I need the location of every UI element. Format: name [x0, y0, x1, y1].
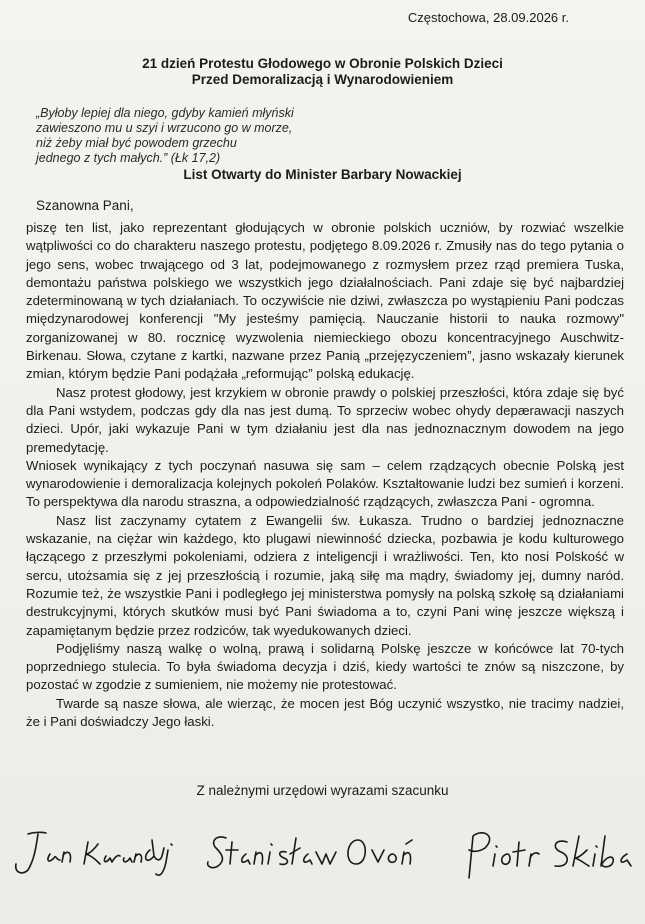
body-paragraph: piszę ten list, jako reprezentant głodujących w obronie polskich uczniów, by rozwiać wszelkie wątpliwości co do charakteru naszego protestu, podjętego 8.09.2026 r. Zmusiły nas do tego pytania o jego sens, wobec trwającego od 3 lat, podejmowanego z rozmysłem przez rząd premiera Tuska, demontażu państwa polskiego we wszystkich jego działalnościach. Pani zdaje się być najbardziej zdeterminowaną w tych działaniach. To oczywiście nie dziwi, zwłaszcza po wystąpieniu Pani podczas międzynarodowej konferencji "My jesteśmy pamięcią. Nauczanie historii to nauka rozmowy" zorganizowanej w 80. rocznicę wyzwolenia niemieckiego obozu koncentracyjnego Auschwitz-Birkenau. Słowa, czytane z kartki, nazwane przez Panią „przejęzyczeniem”, jasno wskazały kierunek zmian, którym będzie Pani podążała „reformując” polską edukację.: [26, 220, 624, 382]
letter-date: Częstochowa, 28.09.2026 r.: [407, 10, 569, 25]
body-paragraph: Wniosek wynikający z tych poczynań nasuwa się sam – celem rządzących obecnie Polską jest wynarodowienie i demoralizacja kolejnych pokoleń Polaków. Kształtowanie ludzi bez sumień i korzeni. To perspektywa dla narodu straszna, a odpowiedzialność rządzących, zwłaszcza Pani - ogromna.: [26, 457, 624, 510]
signature-1: [6, 820, 186, 890]
quote-line: jednego z tych małych.” (Łk 17,2): [36, 151, 221, 165]
salutation: Szanowna Pani,: [36, 198, 134, 213]
quote-line: niż żeby miał być powodem grzechu: [36, 136, 237, 150]
letter-body: [26, 219, 624, 731]
protest-heading-line-1: 21 dzień Protestu Głodowego w Obronie Polskich Dzieci: [142, 56, 503, 71]
gospel-quote: [36, 106, 294, 166]
signature-2: [200, 820, 430, 890]
body-paragraph: Podjęliśmy naszą walkę o wolną, prawą i solidarną Polskę jeszcze w końcówce lat 70-tych poprzedniego stulecia. To była świadoma decyzja i dziś, kiedy wartości te znów są niszczone, by pozostać w zgodzie z sumieniem, nie możemy nie protestować.: [26, 640, 624, 693]
closing-line: Z należnymi urzędowi wyrazami szacunku: [196, 783, 449, 798]
signature-3: [455, 820, 645, 890]
body-paragraph: Twarde są nasze słowa, ale wierząc, że mocen jest Bóg uczynić wszystko, nie tracimy nadziei, że i Pani doświadczy Jego łaski.: [26, 695, 624, 730]
protest-heading: [0, 56, 645, 88]
protest-heading-line-2: Przed Demoralizacją i Wynarodowieniem: [191, 72, 454, 87]
letter-title: List Otwarty do Minister Barbary Nowackiej: [183, 167, 462, 182]
quote-line: zawieszono mu u szyi i wrzucono go w morze,: [36, 121, 293, 135]
body-paragraph: Nasz list zaczynamy cytatem z Ewangelii św. Łukasza. Trudno o bardziej jednoznaczne wskazanie, na ciężar win każdego, kto plugawi niewinność dziecka, pozbawia je kodu kulturowego łączącego z przeszłymi pokoleniami, odziera z inteligencji i wrażliwości. Ten, kto nosi Polskość w sercu, utożsamia się z jej przeszłością i rozumie, jaką siłę ma mądry, świadomy jej, dumny naród. Rozumie też, że wszystkie Pani i podległego jej ministerstwa pomysły na polską szkołę są działaniami destrukcyjnymi, których skutków musi być Pani świadoma a to, czyni Pani winę jeszcze większą i zapamiętanym będzie przez rodziców, tak wyedukowanych dzieci.: [26, 512, 624, 638]
body-paragraph: Nasz protest głodowy, jest krzykiem w obronie prawdy o polskiej przeszłości, która zdaje się być dla Pani wstydem, podczas gdy dla nas jest dumą. To sprzeciw wobec ohydy depærawacji naszych dzieci. Upór, jaki wykazuje Pani w tym działaniu jest dla nas jednoznacznym dowodem na jego premedytację.: [26, 384, 624, 455]
quote-line: „Byłoby lepiej dla niego, gdyby kamień młyński: [36, 106, 294, 120]
